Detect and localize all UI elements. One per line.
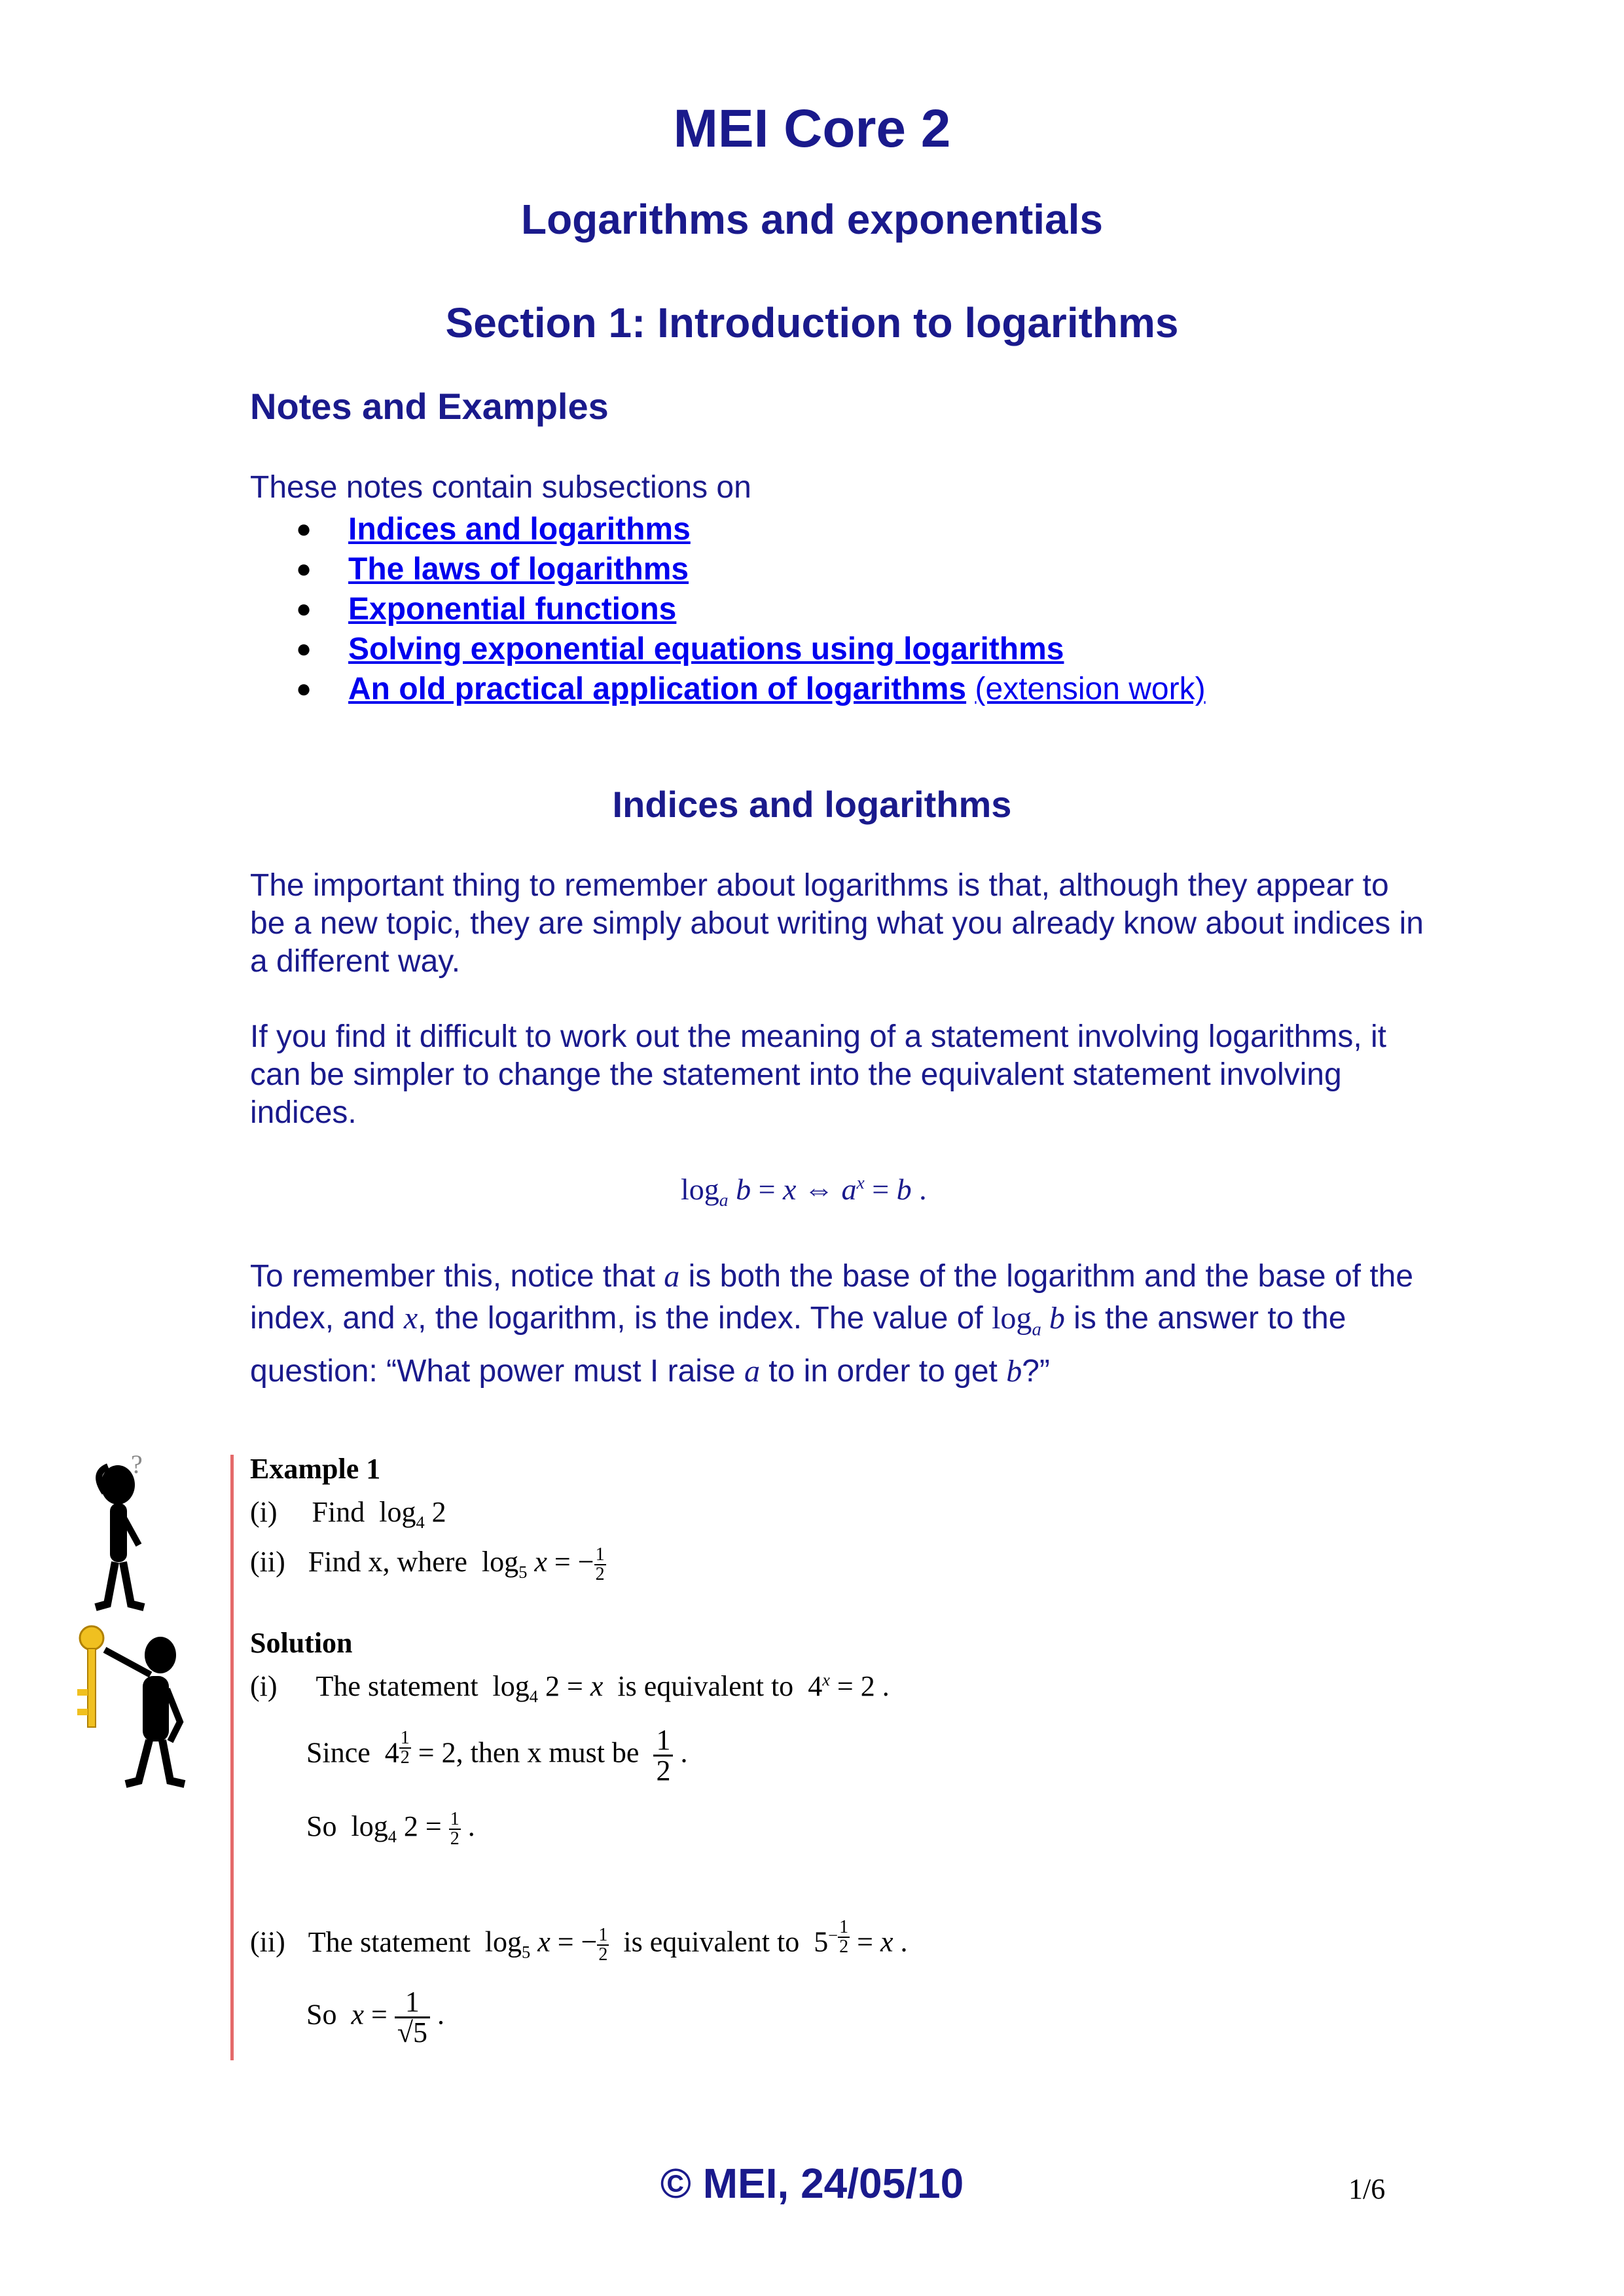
p3-text: to in order to get [759,1353,1007,1389]
example-margin-bar [230,1455,234,2060]
intro-text: These notes contain subsections on [250,470,751,505]
toc-link-laws[interactable]: The laws of logarithms [348,552,689,587]
toc-extension-note: (extension work) [975,672,1206,706]
toc-link-application[interactable]: An old practical application of logarithms [348,672,967,706]
solution-1-text: , then x must be [456,1736,640,1769]
bullet-icon: ● [296,515,312,543]
question-2-text: Find x, where [308,1546,467,1578]
footer-copyright: © MEI, 24/05/10 [660,2160,964,2207]
solution-1-text: The statement [316,1670,478,1702]
p3-text: is the answer to the question: “What power must I raise [250,1301,1346,1389]
solution-2-text: So [306,1998,337,2031]
question-1-text: Find [312,1496,365,1528]
log-index-formula: $\log_a b = x$ ⇔ $a^x = b$ . [681,1172,927,1211]
notes-heading: Notes and Examples [250,386,609,427]
paragraph-2: If you find it difficult to work out the meaning of a statement involving logarithms, it can be simpler to change the statement into the equivalent statement involving indices. [250,1019,1386,1130]
bullet-icon: ● [296,634,312,663]
solution-2-line-2: So x = $\frac{1}{√5}$ . [306,1986,444,2049]
subsection-heading: Indices and logarithms [612,784,1012,825]
section-title: Section 1: Introduction to logarithms [445,299,1179,346]
example-title: Example 1 [250,1453,381,1485]
toc-item [250,509,1206,549]
page-number: 1/6 [1348,2173,1386,2205]
paragraph-1: The important thing to remember about logarithms is that, although they appear to be a new topic, they are simply about writing what you already know about indices in a different way. [250,868,1424,979]
solution-1-text: is equivalent to [617,1670,794,1702]
solution-1-line-3: So $\log_4 2$ = $\frac{1}{2}$ . [306,1808,475,1849]
solution-1-line-1: (i) The statement $\log_4 2 = x$ is equivalent to $4^x = 2$ . [250,1669,890,1706]
question-1: (i) Find $\log_4 2$ [250,1496,446,1532]
subsection-list [250,509,1206,709]
toc-link-indices[interactable]: Indices and logarithms [348,512,691,547]
bullet-icon: ● [296,594,312,623]
toc-link-exponential[interactable]: Exponential functions [348,592,677,627]
solution-1-line-2: Since 4 $^{\frac{1}{2}}$ = 2, then x must be $\frac{1}{2}$ . [306,1724,688,1787]
bullet-icon: ● [296,555,312,583]
toc-item [250,669,1206,709]
question-2-label: (ii) [250,1546,285,1578]
solution-1-text: Since [306,1736,370,1769]
solution-1-text: So [306,1810,337,1842]
paragraph-3: To remember this, notice that a is both the base of the logarithm and the base of the index, and x, the logarithm, is the index. The value of $\log_a b$ is the answer to the question: “What power must I raise a to in order to get b?” [250,1259,1414,1389]
document-title: MEI Core 2 [673,99,951,158]
question-2: (ii) Find x, where $\log_5 x$ = − $\frac{1}{2}$ [250,1544,605,1584]
solution-2-text: is equivalent to [623,1925,800,1958]
toc-link-solving[interactable]: Solving exponential equations using logarithms [348,632,1064,666]
svg-text:?: ? [131,1449,143,1479]
toc-item [250,549,1206,589]
question-1-label: (i) [250,1496,278,1528]
solution-2-line-1: (ii) The statement $\log_5 x$ = − $\frac{1}{2}$ is equivalent to $5^{- \frac{1}{2}}$ = x . [250,1917,908,1965]
toc-item [250,629,1206,669]
p3-text: is both the base of the logarithm and the base of the index, and [250,1259,1414,1336]
p3-text: ?” [1022,1353,1050,1389]
key-figure-icon [65,1624,190,1794]
thinking-figure-icon [79,1447,170,1617]
p3-text: To remember this, notice that [250,1259,664,1294]
document-subtitle: Logarithms and exponentials [520,196,1104,243]
solution-2-text: The statement [308,1925,471,1958]
bullet-icon: ● [296,674,312,703]
p3-text: , the logarithm, is the index. The value of [418,1301,992,1336]
toc-item [250,589,1206,629]
solution-title: Solution [250,1627,353,1659]
